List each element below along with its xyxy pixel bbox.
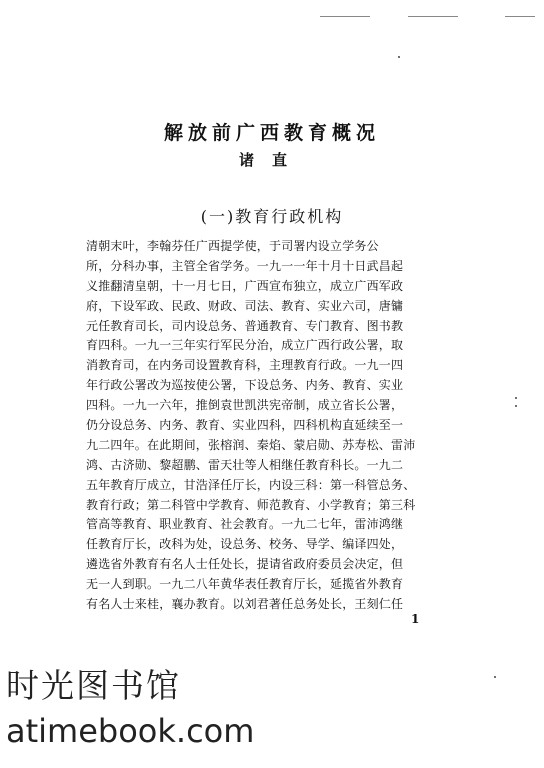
body-line: 无一人到职。一九二八年黄华表任教育厅长，延揽省外教育 — [86, 577, 404, 592]
body-line: 遴选省外教育有名人士任处长，提请省政府委员会决定，但 — [86, 557, 404, 572]
top-rule-3 — [505, 16, 535, 17]
watermark-title: 时光图书馆 — [6, 666, 181, 705]
section-heading: (一)教育行政机构 — [200, 207, 344, 226]
scan-speck — [515, 397, 517, 399]
body-line: 育四科。一九一三年实行军民分治，成立广西行政公署，取 — [86, 338, 404, 353]
top-rule-2 — [408, 16, 458, 17]
body-line: 四科。一九一六年，推倒袁世凯洪宪帝制，成立省长公署， — [86, 398, 404, 413]
body-line: 消教育司，在内务司设置教育科，主理教育行政。一九一四 — [86, 358, 404, 373]
body-line: 义推翻清皇朝，十一月七日，广西宣布独立，成立广西军政 — [86, 278, 404, 293]
watermark-url: atimebook.com — [6, 712, 255, 750]
top-rule-1 — [320, 16, 370, 17]
body-line: 五年教育厅成立，甘浩泽任厅长，内设三科：第一科管总务、 — [86, 477, 416, 492]
body-line: 管高等教育、职业教育、社会教育。一九二七年，雷沛鸿继 — [86, 517, 404, 532]
page-number: 1 — [411, 612, 420, 626]
body-line: 任教育厅长，改科为处，设总务、校务、导学、编译四处， — [86, 537, 404, 552]
scan-speck — [515, 405, 517, 407]
body-line: 教育行政；第二科管中学教育、师范教育、小学教育；第三科 — [86, 497, 416, 512]
page-title: 解放前广西教育概况 — [163, 122, 380, 144]
author-name: 诸直 — [238, 151, 305, 169]
body-line: 元任教育司长，司内设总务、普通教育、专门教育、图书教 — [86, 318, 404, 333]
body-line: 有名人士来桂，襄办教育。以刘君著任总务处长，王刻仁任 — [86, 597, 404, 612]
body-line: 府，下设军政、民政、财政、司法、教育、实业六司，唐镛 — [86, 298, 404, 313]
body-line: 清朝末叶，李翰芬任广西提学使，于司署内设立学务公 — [86, 239, 379, 253]
scan-speck — [494, 676, 496, 678]
body-line: 鸿、古济勋、黎超鹏、雷天壮等人相继任教育科长。一九二 — [86, 457, 404, 472]
scan-speck — [398, 56, 400, 58]
body-line: 所，分科办事，主管全省学务。一九一一年十月十日武昌起 — [86, 258, 404, 273]
body-line: 仍分设总务、内务、教育、实业四科，四科机构直延续至一 — [86, 418, 404, 433]
body-text — [86, 237, 462, 615]
body-line: 年行政公署改为巡按使公署，下设总务、内务、教育、实业 — [86, 378, 404, 393]
body-line: 九二四年。在此期间，张榕润、秦焰、蒙启勋、苏寿松、雷沛 — [86, 437, 416, 452]
